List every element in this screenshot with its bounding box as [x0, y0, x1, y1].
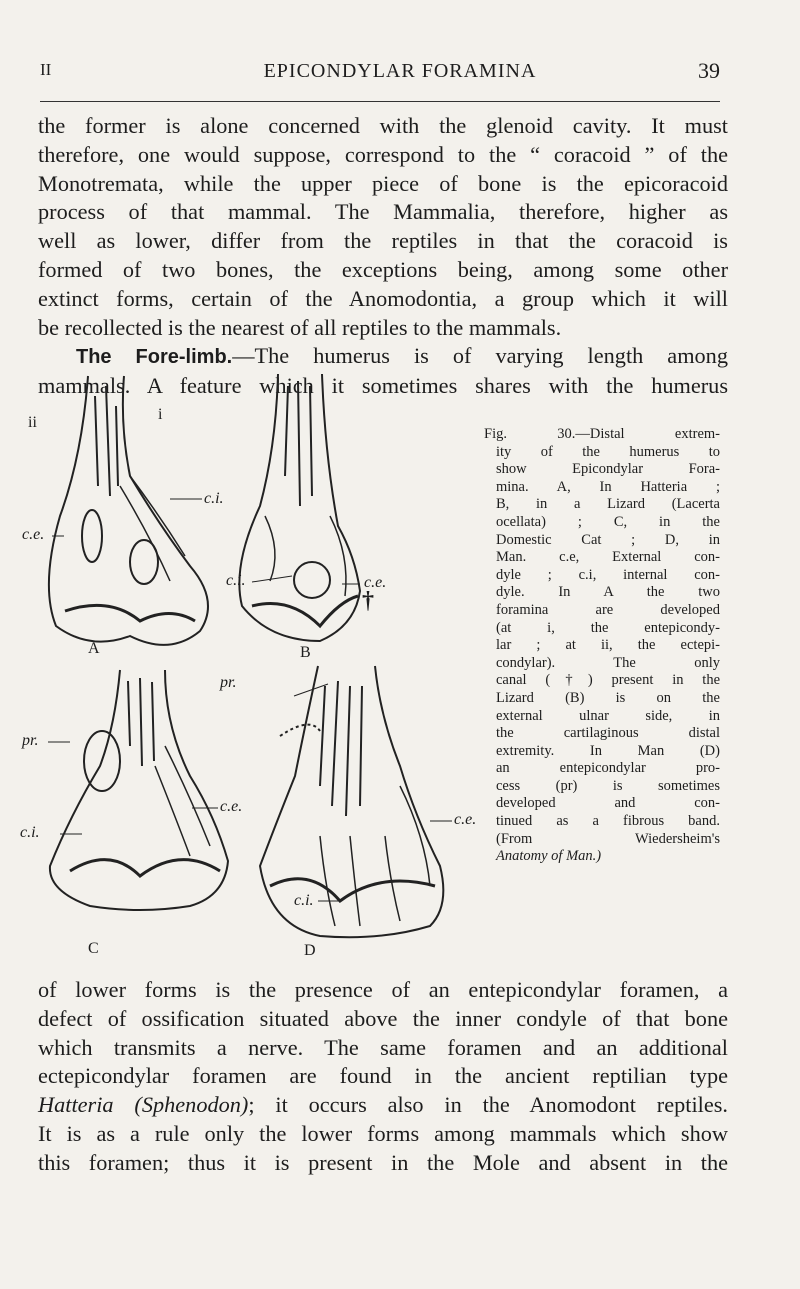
- caption-line: extremity. In Man (D): [496, 742, 720, 759]
- panel-c-drawing: [50, 670, 228, 910]
- caption-line: lar ; at ii, the ectepi-: [496, 637, 720, 654]
- chapter-roman-numeral: II: [40, 60, 52, 79]
- page-number: 39: [698, 58, 720, 83]
- caption-line: show Epicondylar Fora-: [496, 461, 720, 478]
- label-ci-d: c.i.: [294, 892, 314, 909]
- text-line: well as lower, differ from the reptiles in that the coracoid is: [38, 228, 728, 254]
- text-line: [38, 1091, 728, 1120]
- text-line: extinct forms, certain of the Anomodontia, a group which it will: [38, 285, 728, 311]
- caption-line: Lizard (B) is on the: [496, 689, 720, 706]
- caption-line: ity of the humerus to: [496, 443, 720, 460]
- fore-limb-text: —The humerus is of varying length among: [232, 343, 728, 369]
- caption-line: dyle. In A the two: [496, 584, 720, 601]
- text-line: of lower forms is the presence of an entepicondylar foramen, a: [38, 977, 728, 1002]
- running-head: [40, 60, 760, 90]
- text-line: this foramen; thus it is present in the Mole and absent in the: [38, 1149, 728, 1175]
- figure-caption: [484, 426, 720, 866]
- label-i: i: [158, 406, 163, 423]
- text-line: process of that mammal. The Mammalia, therefore, higher as: [38, 199, 728, 225]
- caption-line: canal (†) present in the: [496, 672, 720, 689]
- panel-label-a: A: [88, 640, 100, 657]
- caption-line: Anatomy of Man.): [496, 848, 602, 865]
- text-line: mammals. A feature which it sometimes shares with the humerus: [38, 373, 728, 399]
- panel-b-drawing: [239, 374, 360, 641]
- label-ce-a: c.e.: [22, 526, 45, 543]
- label-ci-c: c.i.: [20, 824, 40, 841]
- caption-line: tinued as a fibrous band.: [496, 813, 720, 830]
- label-ce-d: c.e.: [454, 811, 477, 828]
- caption-line: foramina are developed: [496, 601, 720, 618]
- panel-label-b: B: [300, 644, 311, 661]
- panel-label-d: D: [304, 942, 316, 959]
- label-ce-b: c.e.: [364, 574, 387, 591]
- text-line: therefore, one would suppose, correspond to the “ coracoid ” of the: [38, 141, 728, 167]
- caption-line: the cartilaginous distal: [496, 725, 720, 742]
- caption-line: an entepicondylar pro-: [496, 760, 720, 777]
- label-ce-c: c.e.: [220, 798, 243, 815]
- hatteria-word: Hatteria: [38, 1092, 114, 1118]
- text-line: be recollected is the nearest of all reptiles to the mammals.: [38, 314, 562, 340]
- caption-line: (at i, the entepicondy-: [496, 619, 720, 636]
- label-pr-c: pr.: [22, 732, 39, 749]
- caption-line: developed and con-: [496, 795, 720, 812]
- fore-limb-heading: The Fore-limb.: [76, 346, 233, 369]
- caption-line: cess (pr) is sometimes: [496, 777, 720, 794]
- text-line: formed of two bones, the exceptions being, among some other: [38, 256, 728, 282]
- caption-line: condylar). The only: [496, 654, 720, 671]
- running-title: EPICONDYLAR FORAMINA: [263, 60, 537, 82]
- caption-line: Man. c.e, External con-: [496, 549, 720, 566]
- text-line: It is as a rule only the lower forms among mammals which show: [38, 1120, 728, 1146]
- caption-line: mina. A, In Hatteria ;: [496, 478, 720, 495]
- caption-line: (From Wiedersheim's: [496, 830, 720, 847]
- text-line: Monotremata, while the upper piece of bone is the epicoracoid: [38, 170, 728, 196]
- label-ci-a: c.i.: [204, 490, 224, 507]
- label-ii: ii: [28, 414, 37, 431]
- caption-line: ocellata) ; C, in the: [496, 513, 720, 530]
- humerus-illustration: [20, 366, 460, 966]
- caption-line: Fig. 30.—Distal extrem-: [484, 426, 720, 442]
- caption-line: external ulnar side, in: [496, 707, 720, 724]
- label-dagger: †: [362, 588, 374, 614]
- header-rule: [40, 101, 720, 102]
- panel-a-drawing: [49, 376, 208, 645]
- sphenodon-word: (Sphenodon): [134, 1092, 249, 1118]
- label-pr-d: pr.: [220, 674, 237, 691]
- panel-label-c: C: [88, 940, 99, 957]
- panel-d-drawing: [260, 666, 443, 937]
- text-line: defect of ossification situated above the inner condyle of that bone: [38, 1005, 728, 1031]
- label-ci-b: c.i.: [226, 572, 246, 589]
- text-line: the former is alone concerned with the glenoid cavity. It must: [38, 113, 728, 138]
- caption-line: Domestic Cat ; D, in: [496, 531, 720, 548]
- caption-line: dyle ; c.i, internal con-: [496, 566, 720, 583]
- figure-30: [20, 366, 477, 966]
- line-rest: ; it occurs also in the Anomodont reptiles.: [248, 1092, 728, 1118]
- text-line: ectepicondylar foramen are found in the ancient reptilian type: [38, 1063, 728, 1089]
- paragraph-1: [38, 112, 728, 401]
- paragraph-2: [38, 976, 728, 1178]
- text-line: which transmits a nerve. The same foramen and an additional: [38, 1034, 728, 1060]
- caption-line: B, in a Lizard (Lacerta: [496, 496, 720, 513]
